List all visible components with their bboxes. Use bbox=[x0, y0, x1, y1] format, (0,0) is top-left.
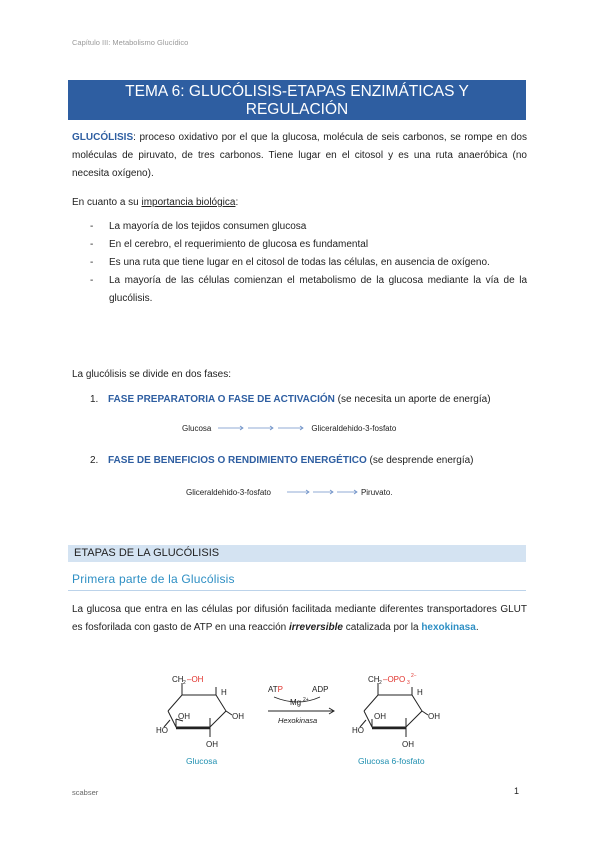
phase-2 bbox=[90, 454, 530, 468]
list-item: - En el cerebro, el requerimiento de glucosa es fundamental bbox=[90, 236, 527, 254]
enzyme-label: Hexokinasa bbox=[278, 716, 318, 725]
importance-suffix: : bbox=[235, 197, 239, 208]
importance-list bbox=[90, 218, 527, 308]
glucose-oh-c4: OH bbox=[178, 712, 190, 721]
glucose-oh-anomeric: OH bbox=[232, 712, 244, 721]
importance-underlined: importancia biológica bbox=[141, 197, 236, 208]
flow-start: Gliceraldehido-3-fosfato bbox=[186, 487, 271, 497]
phases-intro: La glucólisis se divide en dos fases: bbox=[72, 369, 231, 380]
reaction-arrow bbox=[268, 685, 334, 725]
section-title: ETAPAS DE LA GLUCÓLISIS bbox=[68, 545, 526, 562]
g6p-ch2: CH bbox=[368, 675, 380, 684]
phase-1-flow bbox=[182, 423, 396, 433]
phase-note: (se desprende energía) bbox=[366, 455, 474, 466]
g6p-oh-c2: OH bbox=[402, 740, 414, 749]
flow-end: Gliceraldehido-3-fosfato bbox=[311, 423, 397, 433]
irreversible-text: irreversible bbox=[289, 622, 343, 633]
glucose-ho: HO bbox=[156, 726, 168, 735]
title-line-1: TEMA 6: GLUCÓLISIS-ETAPAS ENZIMÁTICAS Y bbox=[125, 83, 469, 100]
first-step-paragraph bbox=[72, 601, 527, 637]
glucose-ch2-sub: 2 bbox=[183, 680, 186, 686]
page-title bbox=[68, 80, 526, 120]
first-step-text-3: . bbox=[475, 622, 479, 633]
list-item: - La mayoría de los tejidos consumen glucosa bbox=[90, 218, 527, 236]
intro-text: : proceso oxidativo por el que la glucosa, molécula de seis carbonos, se rompe en dos moléculas de piruvato, de tres carbonos. Tiene lugar en el citosol y es una ruta anaeróbica (no necesita oxígeno). bbox=[72, 132, 527, 179]
first-step-text-2: catalizada por la bbox=[342, 622, 422, 633]
chapter-header: Capítulo III: Metabolismo Glucídico bbox=[72, 38, 189, 47]
flow-start: Glucosa bbox=[182, 423, 212, 433]
phase-name: FASE DE BENEFICIOS O RENDIMIENTO ENERGÉTICO bbox=[108, 455, 367, 466]
importance-prefix: En cuanto a su bbox=[72, 197, 142, 208]
adp-label: ADP bbox=[312, 685, 329, 694]
phase-2-flow bbox=[186, 487, 393, 497]
g6p-opo3-charge: 2− bbox=[411, 673, 417, 679]
g6p-oh-c4: OH bbox=[374, 712, 386, 721]
glucolisis-term: GLUCÓLISIS bbox=[72, 132, 134, 143]
intro-paragraph bbox=[72, 129, 527, 183]
title-line-2: REGULACIÓN bbox=[245, 101, 349, 118]
subsection-rule bbox=[68, 590, 526, 591]
atp-label: ATP bbox=[268, 685, 283, 694]
page-number: 1 bbox=[514, 786, 520, 796]
phase-1 bbox=[90, 393, 530, 407]
g6p-ho: HO bbox=[352, 726, 364, 735]
g6p-h: H bbox=[417, 688, 423, 697]
g6p-opo3: –OPO bbox=[383, 675, 406, 684]
phase-name: FASE PREPARATORIA O FASE DE ACTIVACIÓN bbox=[108, 394, 335, 405]
glucose-oh-red: –OH bbox=[187, 675, 204, 684]
phase-number: 1. bbox=[90, 394, 99, 405]
footer-author: scabser bbox=[72, 788, 99, 797]
list-item: - Es una ruta que tiene lugar en el citosol de todas las células, en ausencia de oxígeno. bbox=[90, 254, 527, 272]
g6p-oh-anomeric: OH bbox=[428, 712, 440, 721]
glucose-oh-c2: OH bbox=[206, 740, 218, 749]
enzyme-name: hexokinasa bbox=[421, 622, 476, 633]
g6p-ch2-sub: 2 bbox=[379, 680, 382, 686]
g6p-opo3-sub: 3 bbox=[407, 680, 410, 686]
mg-label: Mg bbox=[290, 698, 302, 707]
first-step-text-1: La glucosa que entra en las células por difusión facilitada mediante diferentes transportadores GLUT es fosforilada con gasto de ATP en una reacción bbox=[72, 604, 527, 633]
glucose-label: Glucosa bbox=[186, 756, 218, 766]
subsection-title: Primera parte de la Glucólisis bbox=[72, 572, 235, 586]
flow-arrows bbox=[215, 423, 307, 433]
flow-arrows bbox=[275, 487, 359, 497]
phase-number: 2. bbox=[90, 455, 99, 466]
list-item: - La mayoría de las células comienzan el metabolismo de la glucosa mediante la vía de la glucólisis. bbox=[90, 272, 527, 308]
hexokinase-reaction-diagram bbox=[150, 665, 450, 770]
phase-note: (se necesita un aporte de energía) bbox=[334, 394, 491, 405]
flow-end: Piruvato. bbox=[360, 487, 393, 497]
glucose-h: H bbox=[221, 688, 227, 697]
mg-charge: 2+ bbox=[303, 697, 309, 703]
g6p-label: Glucosa 6-fosfato bbox=[358, 756, 425, 766]
glucose-ch2: CH bbox=[172, 675, 184, 684]
importance-paragraph bbox=[72, 194, 527, 212]
